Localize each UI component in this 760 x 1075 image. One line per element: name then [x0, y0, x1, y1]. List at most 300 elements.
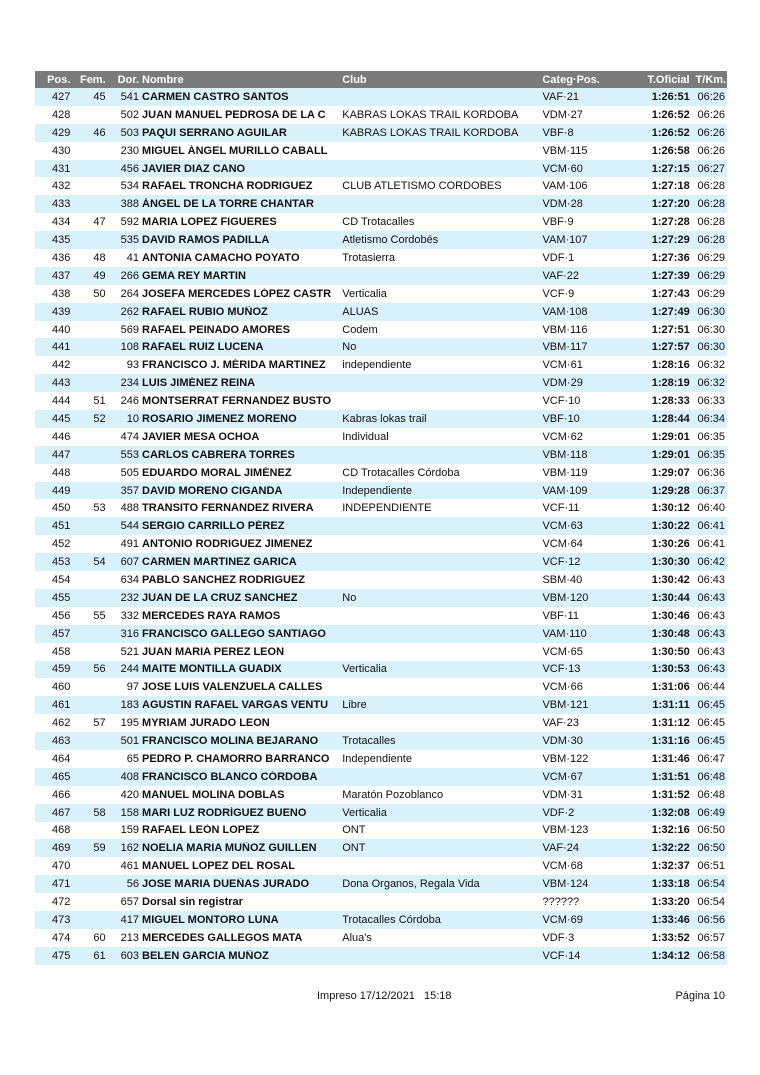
- cell-dor: 461: [120, 860, 140, 873]
- cell-dor: 10: [126, 412, 140, 425]
- header-toficial: T.Oficial: [647, 73, 690, 86]
- cell-toficial: 1:27:18: [651, 180, 690, 193]
- cell-toficial: 1:30:44: [651, 591, 690, 604]
- cell-tkm: 06:30: [697, 305, 726, 318]
- cell-tkm: 06:33: [697, 395, 726, 408]
- cell-fem: 52: [93, 412, 106, 425]
- table-row: [35, 446, 727, 464]
- cell-toficial: 1:30:22: [651, 520, 690, 533]
- cell-dor: 244: [120, 663, 140, 676]
- table-row: [35, 911, 727, 929]
- cell-dor: 162: [120, 842, 140, 855]
- cell-dor: 592: [120, 216, 140, 229]
- cell-nombre: RAFAEL TRONCHA RODRIGUEZ: [142, 180, 313, 193]
- cell-fem: 51: [93, 395, 106, 408]
- table-row: [35, 750, 727, 768]
- table-row: [35, 517, 727, 535]
- cell-dor: 657: [120, 896, 140, 909]
- cell-pos: 455: [51, 591, 71, 604]
- cell-pos: 431: [51, 162, 71, 175]
- cell-categ: VDF·3: [542, 931, 575, 944]
- cell-categ: VBM·123: [542, 824, 589, 837]
- cell-nombre: MAITE MONTILLA GUADIX: [142, 663, 282, 676]
- cell-categ: VCM·62: [542, 430, 583, 443]
- cell-tkm: 06:56: [697, 913, 726, 926]
- cell-dor: 108: [120, 341, 140, 354]
- cell-pos: 470: [51, 860, 71, 873]
- cell-pos: 447: [51, 448, 71, 461]
- cell-categ: VAF·21: [542, 90, 579, 103]
- cell-tkm: 06:35: [697, 448, 726, 461]
- cell-club: Alua's: [342, 931, 372, 944]
- cell-pos: 456: [51, 609, 71, 622]
- cell-tkm: 06:26: [697, 144, 726, 157]
- cell-pos: 433: [51, 198, 71, 211]
- cell-nombre: MIGUEL ÁNGEL MURILLO CABALL: [142, 144, 328, 157]
- table-row: [35, 106, 727, 124]
- cell-fem: 50: [93, 287, 106, 300]
- cell-pos: 465: [51, 770, 71, 783]
- cell-tkm: 06:44: [697, 681, 726, 694]
- cell-categ: VDM·27: [542, 108, 583, 121]
- cell-toficial: 1:30:46: [651, 609, 690, 622]
- cell-categ: VCM·66: [542, 681, 583, 694]
- cell-toficial: 1:29:01: [651, 430, 690, 443]
- cell-toficial: 1:31:51: [651, 770, 690, 783]
- cell-pos: 443: [51, 377, 71, 390]
- table-row: [35, 625, 727, 643]
- cell-categ: VCF·14: [542, 949, 581, 962]
- cell-club: CD Trotacalles Córdoba: [342, 466, 460, 479]
- cell-tkm: 06:45: [697, 717, 726, 730]
- table-row: [35, 428, 727, 446]
- cell-pos: 472: [51, 896, 71, 909]
- cell-dor: 183: [120, 699, 140, 712]
- table-row: [35, 553, 727, 571]
- cell-nombre: JUAN MARIA PEREZ LEON: [142, 645, 285, 658]
- table-row: [35, 267, 727, 285]
- cell-nombre: JOSE LUIS VALENZUELA CALLES: [142, 681, 323, 694]
- table-row: [35, 607, 727, 625]
- cell-nombre: MANUEL LOPEZ DEL ROSAL: [142, 860, 296, 873]
- cell-categ: VBM·122: [542, 752, 589, 765]
- cell-tkm: 06:48: [697, 788, 726, 801]
- cell-toficial: 1:28:44: [651, 412, 690, 425]
- cell-categ: VAF·22: [542, 269, 579, 282]
- cell-nombre: EDUARDO MORAL JIMÉNEZ: [142, 466, 292, 479]
- cell-dor: 541: [120, 90, 140, 103]
- cell-fem: 56: [93, 663, 106, 676]
- cell-dor: 93: [126, 359, 140, 372]
- cell-toficial: 1:33:52: [651, 931, 690, 944]
- table-row: [35, 410, 727, 428]
- cell-toficial: 1:26:52: [651, 126, 690, 139]
- cell-nombre: DAVID MORENO CIGANDA: [142, 484, 283, 497]
- cell-nombre: DAVID RAMOS PADILLA: [142, 234, 270, 247]
- cell-fem: 55: [93, 609, 106, 622]
- cell-dor: 195: [120, 717, 140, 730]
- cell-dor: 420: [120, 788, 140, 801]
- header-categ: Categ·Pos.: [542, 73, 600, 86]
- cell-dor: 97: [126, 681, 140, 694]
- cell-categ: VAM·108: [542, 305, 588, 318]
- cell-toficial: 1:27:39: [651, 269, 690, 282]
- table-body: [35, 88, 727, 965]
- cell-categ: VCF·12: [542, 556, 581, 569]
- cell-pos: 448: [51, 466, 71, 479]
- cell-toficial: 1:31:06: [651, 681, 690, 694]
- cell-tkm: 06:34: [697, 412, 726, 425]
- table-row: [35, 822, 727, 840]
- cell-nombre: SERGIO CARRILLO PÉREZ: [142, 520, 285, 533]
- cell-dor: 544: [120, 520, 140, 533]
- cell-club: independiente: [342, 359, 412, 372]
- cell-dor: 491: [120, 538, 140, 551]
- table-row: [35, 678, 727, 696]
- header-pos: Pos.: [47, 73, 71, 86]
- cell-categ: VCM·64: [542, 538, 583, 551]
- cell-categ: VAF·24: [542, 842, 579, 855]
- cell-club: Trotacalles Córdoba: [342, 913, 441, 926]
- cell-categ: VDF·1: [542, 251, 575, 264]
- cell-dor: 158: [120, 806, 140, 819]
- cell-categ: VCF·11: [542, 502, 580, 515]
- header-dor: Dor.: [117, 73, 140, 86]
- cell-dor: 408: [120, 770, 140, 783]
- cell-pos: 457: [51, 627, 71, 640]
- cell-pos: 437: [51, 269, 71, 282]
- cell-pos: 471: [51, 878, 71, 891]
- cell-nombre: TRANSITO FERNANDEZ RIVERA: [142, 502, 314, 515]
- cell-club: Atletismo Cordobés: [342, 234, 439, 247]
- cell-tkm: 06:54: [697, 896, 726, 909]
- cell-nombre: RAFAEL RUIZ LUCENA: [142, 341, 264, 354]
- cell-tkm: 06:28: [697, 216, 726, 229]
- cell-tkm: 06:43: [697, 573, 726, 586]
- cell-toficial: 1:27:43: [651, 287, 690, 300]
- cell-club: No: [342, 591, 357, 604]
- cell-tkm: 06:40: [697, 502, 726, 515]
- cell-tkm: 06:28: [697, 198, 726, 211]
- cell-fem: 54: [93, 556, 106, 569]
- table-row: [35, 804, 727, 822]
- cell-categ: VCM·68: [542, 860, 583, 873]
- cell-toficial: 1:32:22: [651, 842, 690, 855]
- cell-pos: 434: [51, 216, 71, 229]
- cell-categ: VAM·107: [542, 234, 588, 247]
- table-row: [35, 893, 727, 911]
- cell-toficial: 1:30:48: [651, 627, 690, 640]
- cell-toficial: 1:31:46: [651, 752, 690, 765]
- cell-categ: VDF·2: [542, 806, 575, 819]
- cell-categ: VAM·109: [542, 484, 588, 497]
- cell-dor: 159: [120, 824, 140, 837]
- cell-toficial: 1:28:19: [651, 377, 690, 390]
- cell-nombre: FRANCISCO MOLINA BEJARANO: [142, 735, 319, 747]
- cell-tkm: 06:27: [697, 162, 726, 175]
- cell-tkm: 06:45: [697, 699, 726, 712]
- cell-toficial: 1:31:16: [651, 735, 690, 747]
- cell-nombre: MIGUEL MONTORO LUNA: [142, 913, 279, 926]
- cell-fem: 49: [93, 269, 106, 282]
- cell-club: Codem: [342, 323, 378, 336]
- cell-tkm: 06:43: [697, 645, 726, 658]
- cell-dor: 230: [120, 144, 140, 157]
- cell-toficial: 1:33:18: [651, 878, 690, 891]
- table-row: [35, 535, 727, 553]
- cell-tkm: 06:41: [697, 538, 726, 551]
- cell-dor: 456: [120, 162, 140, 175]
- cell-club: KABRAS LOKAS TRAIL KORDOBA: [342, 126, 519, 139]
- page-footer: [35, 990, 727, 1004]
- cell-categ: VBM·121: [542, 699, 589, 712]
- cell-pos: 430: [51, 144, 71, 157]
- cell-dor: 213: [120, 931, 140, 944]
- table-row: [35, 231, 727, 249]
- cell-categ: VBF·8: [542, 126, 574, 139]
- cell-dor: 521: [120, 645, 140, 658]
- table-row: [35, 249, 727, 267]
- table-row: [35, 768, 727, 786]
- table-row: [35, 338, 727, 356]
- cell-categ: VBM·119: [542, 466, 588, 479]
- cell-dor: 553: [120, 448, 140, 461]
- cell-pos: 436: [51, 251, 71, 264]
- cell-fem: 46: [93, 126, 106, 139]
- table-row: [35, 643, 727, 661]
- cell-pos: 460: [51, 681, 71, 694]
- table-row: [35, 124, 727, 142]
- cell-club: KABRAS LOKAS TRAIL KORDOBA: [342, 108, 519, 121]
- cell-nombre: FRANCISCO GALLEGO SANTIAGO: [142, 627, 326, 640]
- cell-pos: 441: [51, 341, 71, 354]
- cell-tkm: 06:43: [697, 591, 726, 604]
- cell-nombre: FRANCISCO BLANCO CÓRDOBA: [142, 770, 318, 783]
- cell-tkm: 06:30: [697, 341, 726, 354]
- cell-fem: 57: [93, 717, 106, 730]
- cell-nombre: PAQUI SERRANO AGUILAR: [142, 126, 287, 139]
- cell-toficial: 1:31:12: [651, 717, 690, 730]
- cell-tkm: 06:49: [697, 806, 726, 819]
- table-row: [35, 696, 727, 714]
- cell-toficial: 1:33:46: [651, 913, 690, 926]
- cell-pos: 428: [51, 108, 71, 121]
- cell-nombre: ANTONIA CAMACHO POYATO: [142, 251, 300, 264]
- cell-tkm: 06:43: [697, 609, 726, 622]
- cell-categ: VCF·9: [542, 287, 575, 300]
- cell-categ: VBF·11: [542, 609, 579, 622]
- cell-categ: VDM·29: [542, 377, 583, 390]
- cell-toficial: 1:30:53: [651, 663, 690, 676]
- table-row: [35, 160, 727, 178]
- cell-categ: VCM·67: [542, 770, 583, 783]
- cell-dor: 41: [126, 251, 140, 264]
- table-row: [35, 392, 727, 410]
- cell-nombre: FRANCISCO J. MÉRIDA MARTINEZ: [142, 359, 326, 372]
- table-row: [35, 464, 727, 482]
- cell-categ: VCM·65: [542, 645, 583, 658]
- cell-toficial: 1:26:58: [651, 144, 690, 157]
- header-tkm: T/Km.: [695, 73, 727, 86]
- cell-nombre: AGUSTIN RAFAEL VARGAS VENTU: [142, 699, 329, 712]
- cell-dor: 502: [120, 108, 140, 121]
- table-row: [35, 142, 727, 160]
- cell-dor: 501: [120, 735, 140, 747]
- cell-toficial: 1:26:51: [651, 90, 690, 103]
- cell-tkm: 06:29: [697, 269, 726, 282]
- cell-pos: 446: [51, 430, 71, 443]
- cell-categ: VAM·106: [542, 180, 588, 193]
- cell-toficial: 1:33:20: [651, 896, 690, 909]
- cell-fem: 47: [93, 216, 106, 229]
- cell-club: ALUAS: [342, 305, 379, 318]
- table-row: [35, 195, 727, 213]
- cell-pos: 452: [51, 538, 71, 551]
- cell-nombre: MARIA LOPEZ FIGUERES: [142, 216, 277, 229]
- cell-club: Verticalia: [342, 663, 387, 676]
- cell-categ: VBM·120: [542, 591, 589, 604]
- results-table: [35, 71, 727, 965]
- cell-categ: VCM·63: [542, 520, 583, 533]
- cell-pos: 429: [51, 126, 71, 139]
- cell-club: INDEPENDIENTE: [342, 502, 432, 515]
- cell-nombre: MANUEL MOLINA DOBLAS: [142, 788, 285, 801]
- cell-tkm: 06:28: [697, 180, 726, 193]
- cell-fem: 58: [93, 806, 106, 819]
- cell-pos: 445: [51, 412, 71, 425]
- cell-categ: VCM·60: [542, 162, 583, 175]
- table-header: [35, 71, 727, 88]
- cell-dor: 488: [120, 502, 140, 515]
- cell-dor: 316: [120, 627, 140, 640]
- cell-tkm: 06:45: [697, 735, 726, 747]
- cell-dor: 569: [120, 323, 140, 336]
- cell-club: Trotasierra: [342, 251, 396, 264]
- cell-nombre: ÁNGEL DE LA TORRE CHANTAR: [142, 198, 314, 211]
- cell-club: Kabras lokas trail: [342, 412, 427, 425]
- cell-categ: ??????: [542, 896, 580, 909]
- cell-club: Individual: [342, 430, 389, 443]
- cell-dor: 246: [120, 395, 140, 408]
- cell-tkm: 06:58: [697, 949, 726, 962]
- cell-dor: 65: [126, 752, 140, 765]
- table-row: [35, 929, 727, 947]
- cell-tkm: 06:29: [697, 251, 726, 264]
- cell-club: Verticalia: [342, 806, 387, 819]
- cell-nombre: MONTSERRAT FERNANDEZ BUSTO: [142, 395, 332, 408]
- cell-categ: VBF·9: [542, 216, 574, 229]
- table-row: [35, 875, 727, 893]
- cell-categ: VAF·23: [542, 717, 579, 730]
- cell-categ: VBM·117: [542, 341, 588, 354]
- cell-pos: 464: [51, 752, 71, 765]
- cell-club: Independiente: [342, 484, 412, 497]
- table-row: [35, 374, 727, 392]
- cell-toficial: 1:30:30: [651, 556, 690, 569]
- cell-pos: 473: [51, 913, 71, 926]
- cell-nombre: JOSE MARIA DUEÑAS JURADO: [142, 878, 310, 891]
- cell-nombre: BELEN GARCIA MUÑOZ: [142, 949, 269, 962]
- cell-categ: VBM·118: [542, 448, 588, 461]
- cell-dor: 634: [120, 573, 140, 586]
- cell-dor: 535: [120, 234, 140, 247]
- cell-nombre: CARMEN CASTRO SANTOS: [142, 90, 289, 103]
- cell-tkm: 06:26: [697, 126, 726, 139]
- cell-pos: 440: [51, 323, 71, 336]
- page-number: Página 10: [675, 990, 725, 1002]
- cell-club: CLUB ATLETISMO CORDOBES: [342, 180, 502, 193]
- cell-club: ONT: [342, 842, 366, 855]
- cell-dor: 503: [120, 126, 140, 139]
- table-row: [35, 303, 727, 321]
- table-row: [35, 571, 727, 589]
- cell-dor: 603: [120, 949, 140, 962]
- table-row: [35, 661, 727, 679]
- cell-toficial: 1:28:33: [651, 395, 690, 408]
- cell-toficial: 1:30:50: [651, 645, 690, 658]
- cell-toficial: 1:31:52: [651, 788, 690, 801]
- header-fem: Fem.: [79, 73, 106, 86]
- cell-tkm: 06:50: [697, 842, 726, 855]
- cell-pos: 475: [51, 949, 71, 962]
- cell-pos: 444: [51, 395, 71, 408]
- header-nombre: Nombre: [142, 73, 184, 86]
- cell-toficial: 1:27:49: [651, 305, 690, 318]
- cell-nombre: GEMA REY MARTIN: [142, 269, 246, 282]
- cell-toficial: 1:30:42: [651, 573, 690, 586]
- cell-nombre: MYRIAM JURADO LEON: [142, 717, 270, 730]
- cell-nombre: RAFAEL PEINADO AMORES: [142, 323, 290, 336]
- cell-dor: 357: [120, 484, 140, 497]
- cell-tkm: 06:41: [697, 520, 726, 533]
- cell-categ: VCM·69: [542, 913, 583, 926]
- cell-club: No: [342, 341, 357, 354]
- cell-pos: 466: [51, 788, 71, 801]
- cell-nombre: JUAN DE LA CRUZ SANCHEZ: [142, 591, 298, 604]
- cell-dor: 505: [120, 466, 140, 479]
- cell-tkm: 06:29: [697, 287, 726, 300]
- cell-toficial: 1:27:15: [651, 162, 690, 175]
- cell-nombre: RAFAEL LEÓN LOPEZ: [142, 824, 260, 837]
- cell-toficial: 1:32:08: [651, 806, 690, 819]
- cell-pos: 467: [51, 806, 71, 819]
- cell-nombre: MERCEDES RAYA RAMOS: [142, 609, 281, 622]
- table-row: [35, 947, 727, 965]
- cell-categ: VAM·110: [542, 627, 587, 640]
- cell-categ: VBM·115: [542, 144, 588, 157]
- cell-toficial: 1:28:16: [651, 359, 690, 372]
- cell-pos: 442: [51, 359, 71, 372]
- cell-nombre: MERCEDES GALLEGOS MATA: [142, 931, 303, 944]
- cell-pos: 458: [51, 645, 71, 658]
- table-row: [35, 213, 727, 231]
- cell-tkm: 06:51: [697, 860, 726, 873]
- cell-dor: 264: [120, 287, 140, 300]
- cell-nombre: CARMEN MARTINEZ GARICA: [142, 556, 297, 569]
- cell-club: Trotacalles: [342, 735, 396, 747]
- cell-tkm: 06:57: [697, 931, 726, 944]
- cell-pos: 468: [51, 824, 71, 837]
- cell-categ: VBF·10: [542, 412, 580, 425]
- cell-pos: 461: [51, 699, 71, 712]
- cell-club: CD Trotacalles: [342, 216, 415, 229]
- cell-toficial: 1:29:28: [651, 484, 690, 497]
- cell-nombre: LUIS JIMÉNEZ REINA: [142, 377, 256, 390]
- table-row: [35, 482, 727, 500]
- cell-dor: 534: [120, 180, 140, 193]
- cell-nombre: ANTONIO RODRIGUEZ JIMENEZ: [142, 538, 313, 551]
- cell-dor: 56: [126, 878, 140, 891]
